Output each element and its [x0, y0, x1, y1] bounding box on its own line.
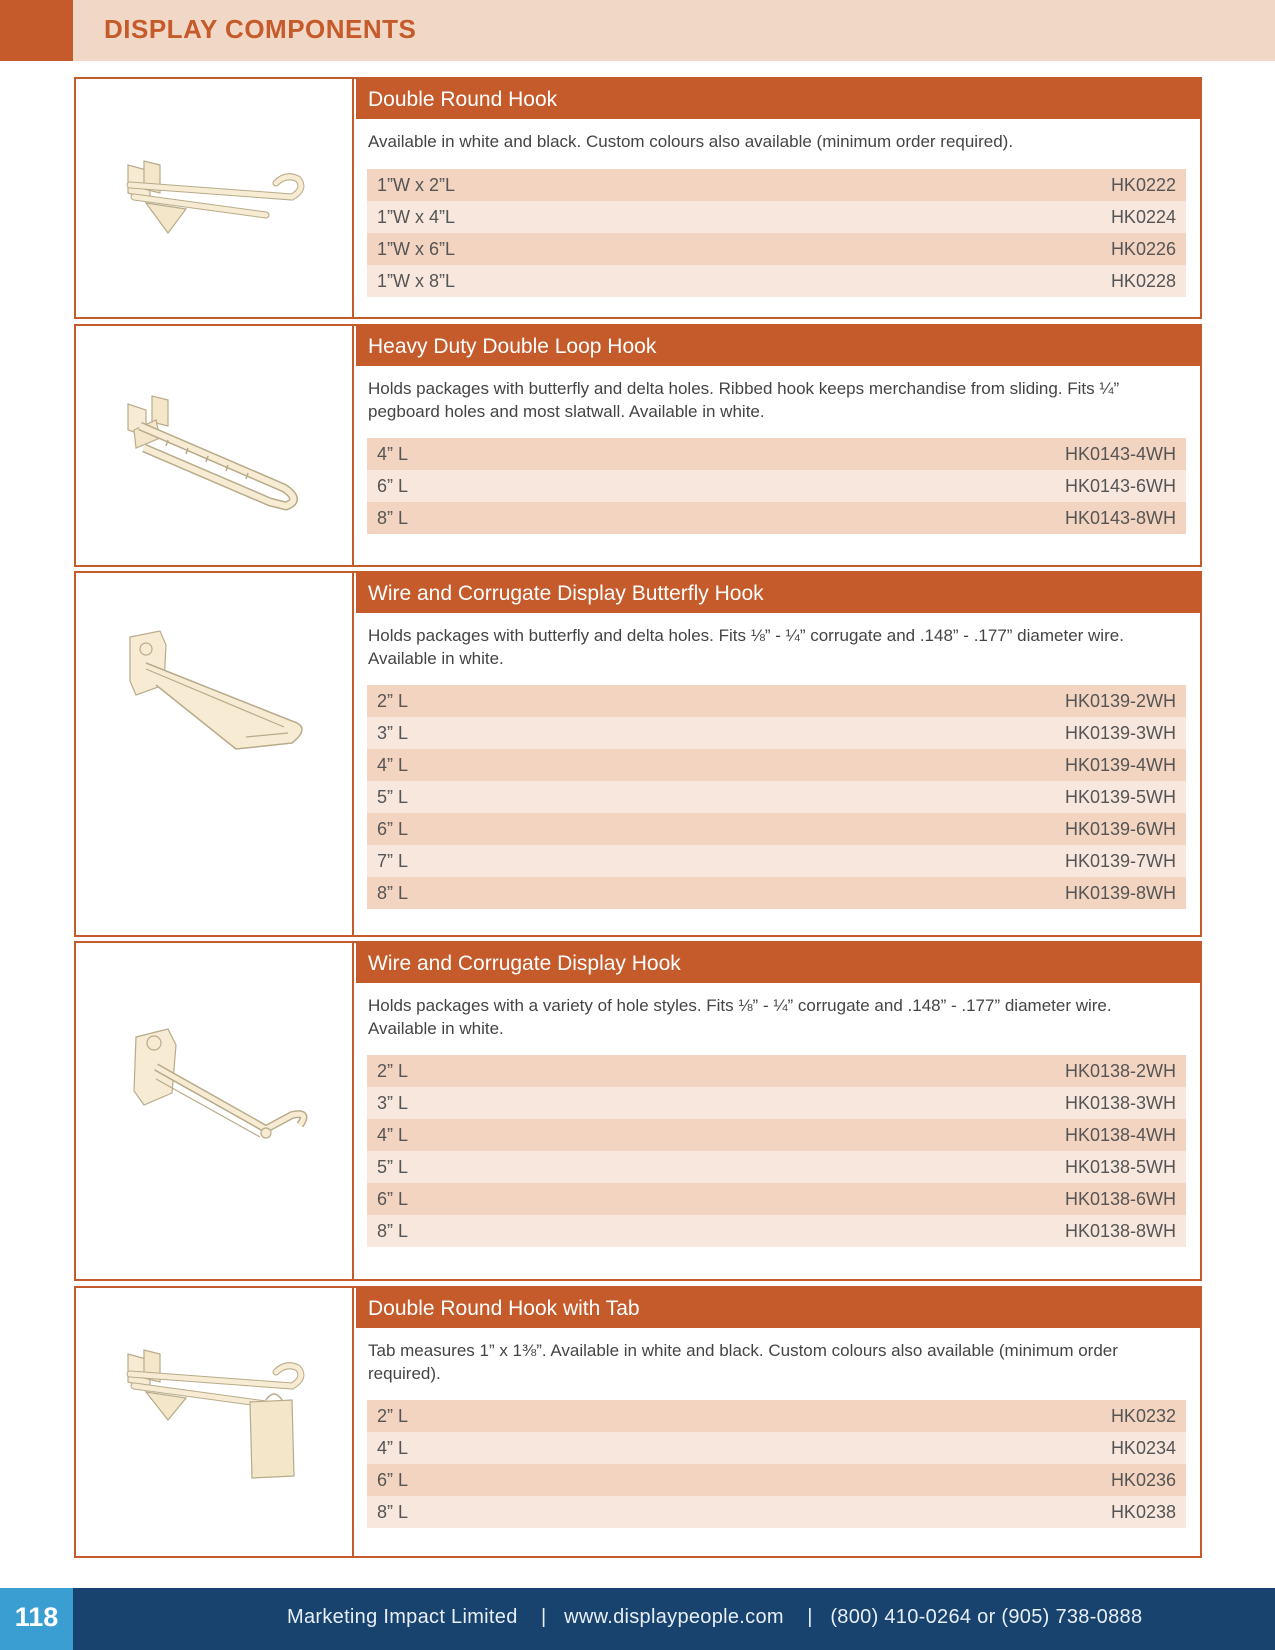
sku-size: 4” L [377, 443, 409, 464]
sku-size: 8” L [377, 882, 409, 903]
product-description: Available in white and black. Custom colours also available (minimum order required). [368, 132, 1014, 151]
sku-row [367, 201, 1186, 233]
sku-row [367, 265, 1186, 297]
sku-row [367, 1055, 1186, 1087]
sku-code: HK0238 [1110, 1501, 1176, 1522]
product-info [356, 1288, 1200, 1556]
sku-row [367, 1496, 1186, 1528]
sku-size: 6” L [377, 1469, 409, 1490]
sku-size: 2” L [377, 1060, 409, 1081]
sku-row [367, 502, 1186, 534]
sku-code: HK0139-4WH [1064, 754, 1176, 775]
header-accent-tab [0, 0, 73, 61]
sku-size: 2” L [377, 1405, 409, 1426]
sku-size: 6” L [377, 1188, 409, 1209]
sku-size: 5” L [377, 1156, 409, 1177]
page-number: 118 [0, 1588, 73, 1650]
product-title: Wire and Corrugate Display Butterfly Hook [356, 573, 1200, 613]
sku-size: 6” L [377, 818, 409, 839]
footer-contact-text: Marketing Impact Limited | www.displaypeople.com | (800) 410-0264 or (905) 738-0888 [287, 1606, 1143, 1628]
sku-row [367, 781, 1186, 813]
product-info [356, 943, 1200, 1279]
product-double-round-hook [74, 77, 1202, 319]
sku-size: 3” L [377, 1092, 409, 1113]
sku-size: 7” L [377, 850, 409, 871]
sku-size: 1”W x 2”L [377, 174, 456, 195]
sku-size: 5” L [377, 786, 409, 807]
sku-size: 8” L [377, 507, 409, 528]
sku-table [367, 169, 1186, 297]
sku-row [367, 845, 1186, 877]
sku-size: 8” L [377, 1501, 409, 1522]
sku-code: HK0138-8WH [1064, 1220, 1176, 1241]
product-butterfly-hook [74, 571, 1202, 937]
product-info [356, 573, 1200, 935]
product-image-cell [76, 1288, 354, 1556]
sku-row [367, 233, 1186, 265]
product-title: Double Round Hook with Tab [356, 1288, 1200, 1328]
sku-row [367, 470, 1186, 502]
sku-code: HK0139-3WH [1064, 722, 1176, 743]
sku-code: HK0139-2WH [1064, 690, 1176, 711]
page-title: DISPLAY COMPONENTS [104, 14, 417, 44]
double-round-hook-icon [116, 145, 316, 265]
page-footer [0, 1588, 1275, 1650]
product-image-cell [76, 943, 354, 1279]
sku-size: 1”W x 4”L [377, 206, 456, 227]
sku-code: HK0138-6WH [1064, 1188, 1176, 1209]
product-description: Holds packages with a variety of hole styles. Fits ⅛” - ¼” corrugate and .148” - .177” diameter wire. Available in white. [368, 996, 1112, 1038]
sku-code: HK0138-5WH [1064, 1156, 1176, 1177]
sku-row [367, 169, 1186, 201]
sku-code: HK0143-6WH [1064, 475, 1176, 496]
sku-size: 1”W x 6”L [377, 238, 456, 259]
sku-row [367, 813, 1186, 845]
product-description: Holds packages with butterfly and delta holes. Ribbed hook keeps merchandise from sliding. Fits ¼” pegboard holes and most slatwall. Available in white. [368, 379, 1120, 421]
sku-code: HK0139-6WH [1064, 818, 1176, 839]
product-title: Heavy Duty Double Loop Hook [356, 326, 1200, 366]
product-title: Wire and Corrugate Display Hook [356, 943, 1200, 983]
sku-size: 4” L [377, 1437, 409, 1458]
sku-table [367, 685, 1186, 909]
butterfly-hook-icon [116, 625, 316, 755]
sku-row [367, 1087, 1186, 1119]
sku-table [367, 1055, 1186, 1247]
sku-code: HK0139-7WH [1064, 850, 1176, 871]
sku-code: HK0138-4WH [1064, 1124, 1176, 1145]
product-image-cell [76, 573, 354, 935]
sku-row [367, 717, 1186, 749]
product-info [356, 79, 1200, 317]
sku-code: HK0138-2WH [1064, 1060, 1176, 1081]
product-hook-with-tab [74, 1286, 1202, 1558]
sku-code: HK0234 [1110, 1437, 1176, 1458]
sku-code: HK0139-5WH [1064, 786, 1176, 807]
sku-size: 8” L [377, 1220, 409, 1241]
sku-code: HK0228 [1110, 270, 1176, 291]
product-image-cell [76, 326, 354, 565]
sku-row [367, 1183, 1186, 1215]
hook-with-tab-icon [116, 1340, 316, 1480]
sku-table [367, 1400, 1186, 1528]
page-header [0, 0, 1275, 61]
display-hook-icon [116, 1025, 316, 1155]
sku-row [367, 1215, 1186, 1247]
sku-code: HK0226 [1110, 238, 1176, 259]
sku-size: 6” L [377, 475, 409, 496]
sku-size: 3” L [377, 722, 409, 743]
sku-size: 1”W x 8”L [377, 270, 456, 291]
sku-row [367, 1119, 1186, 1151]
sku-code: HK0232 [1110, 1405, 1176, 1426]
sku-code: HK0224 [1110, 206, 1176, 227]
sku-code: HK0143-8WH [1064, 507, 1176, 528]
sku-code: HK0236 [1110, 1469, 1176, 1490]
sku-size: 2” L [377, 690, 409, 711]
sku-code: HK0143-4WH [1064, 443, 1176, 464]
sku-row [367, 1400, 1186, 1432]
sku-row [367, 749, 1186, 781]
sku-row [367, 1464, 1186, 1496]
sku-row [367, 1432, 1186, 1464]
sku-row [367, 877, 1186, 909]
product-image-cell [76, 79, 354, 317]
sku-size: 4” L [377, 1124, 409, 1145]
sku-table [367, 438, 1186, 534]
product-display-hook [74, 941, 1202, 1281]
sku-row [367, 438, 1186, 470]
sku-code: HK0139-8WH [1064, 882, 1176, 903]
sku-code: HK0138-3WH [1064, 1092, 1176, 1113]
product-info [356, 326, 1200, 565]
product-heavy-duty-double-loop-hook [74, 324, 1202, 567]
sku-code: HK0222 [1110, 174, 1176, 195]
product-description: Tab measures 1” x 1⅜”. Available in white and black. Custom colours also available (minimum order required). [368, 1341, 1118, 1383]
sku-size: 4” L [377, 754, 409, 775]
sku-row [367, 685, 1186, 717]
product-title: Double Round Hook [356, 79, 1200, 119]
sku-row [367, 1151, 1186, 1183]
product-description: Holds packages with butterfly and delta holes. Fits ⅛” - ¼” corrugate and .148” - .177” diameter wire. Available in white. [368, 626, 1124, 668]
double-loop-hook-icon [116, 376, 316, 516]
